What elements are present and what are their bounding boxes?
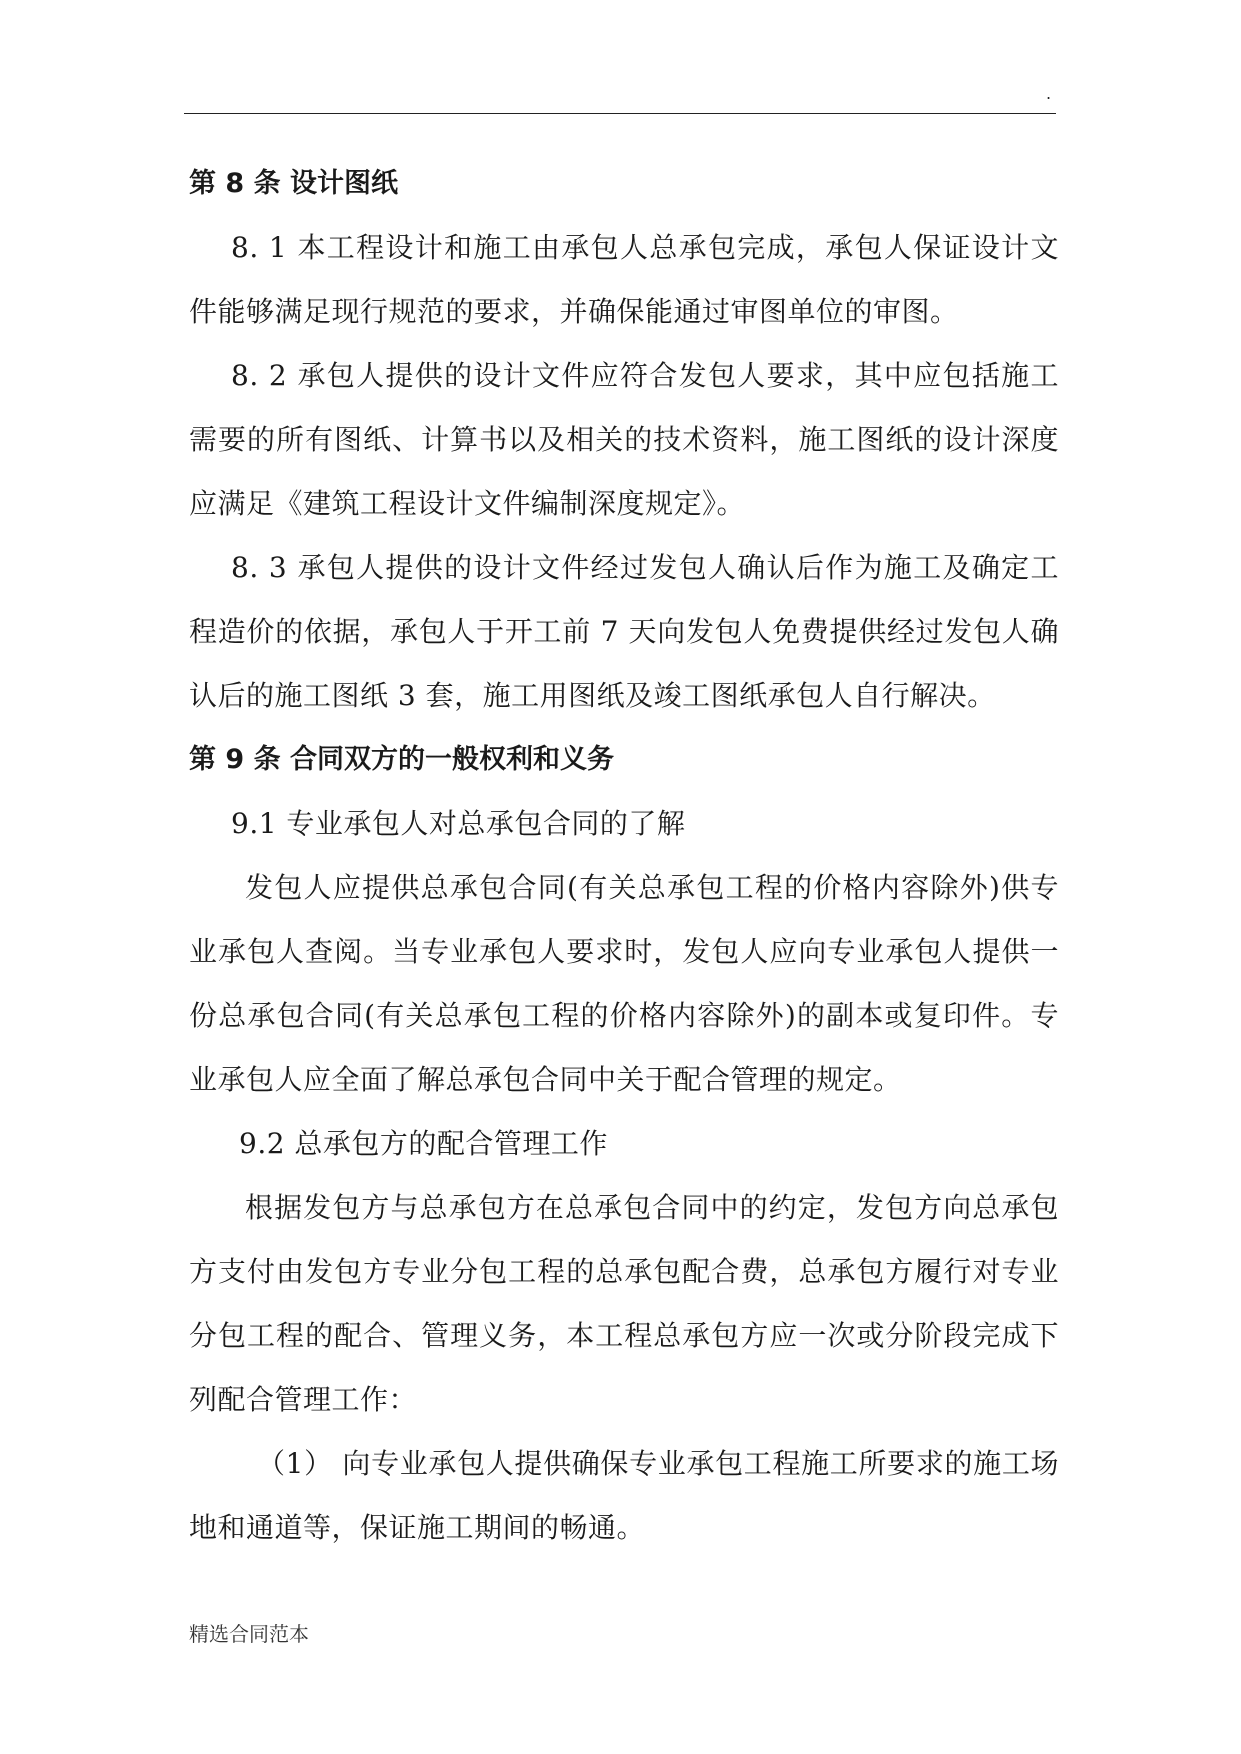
- clause-9-2-item-1: （1） 向专业承包人提供确保专业承包工程施工所要求的施工场地和通道等，保证施工期间的畅通。: [189, 1447, 1059, 1544]
- clause-8-3: 8. 3 承包人提供的设计文件经过发包人确认后作为施工及确定工程造价的依据，承包人于开工前 7 天向发包人免费提供经过发包人确认后的施工图纸 3 套，施工用图纸及竣工图纸承包人自行解决。: [189, 551, 1059, 712]
- section-9-heading: 第 9 条 合同双方的一般权利和义务: [189, 744, 614, 775]
- footer-text: 精选合同范本: [189, 1622, 309, 1646]
- clause-9-1-title: 9.1 专业承包人对总承包合同的了解: [231, 807, 686, 840]
- header-rule: [184, 113, 1056, 114]
- clause-9-1-body: 发包人应提供总承包合同(有关总承包工程的价格内容除外)供专业承包人查阅。当专业承包人要求时，发包人应向专业承包人提供一份总承包合同(有关总承包工程的价格内容除外)的副本或复印件。专业承包人应全面了解总承包合同中关于配合管理的规定。: [189, 871, 1059, 1096]
- section-8-heading: 第 8 条 设计图纸: [189, 168, 398, 199]
- document-body: [189, 152, 1059, 1560]
- clause-8-1: 8. 1 本工程设计和施工由承包人总承包完成，承包人保证设计文件能够满足现行规范的要求，并确保能通过审图单位的审图。: [189, 231, 1059, 328]
- clause-8-2: 8. 2 承包人提供的设计文件应符合发包人要求，其中应包括施工需要的所有图纸、计算书以及相关的技术资料，施工图纸的设计深度应满足《建筑工程设计文件编制深度规定》。: [189, 359, 1059, 520]
- clause-9-2-title: 9.2 总承包方的配合管理工作: [239, 1127, 608, 1160]
- clause-9-2-body: 根据发包方与总承包方在总承包合同中的约定，发包方向总承包方支付由发包方专业分包工程的总承包配合费，总承包方履行对专业分包工程的配合、管理义务，本工程总承包方应一次或分阶段完成下列配合管理工作：: [189, 1191, 1059, 1416]
- header-mark: .: [1046, 84, 1052, 103]
